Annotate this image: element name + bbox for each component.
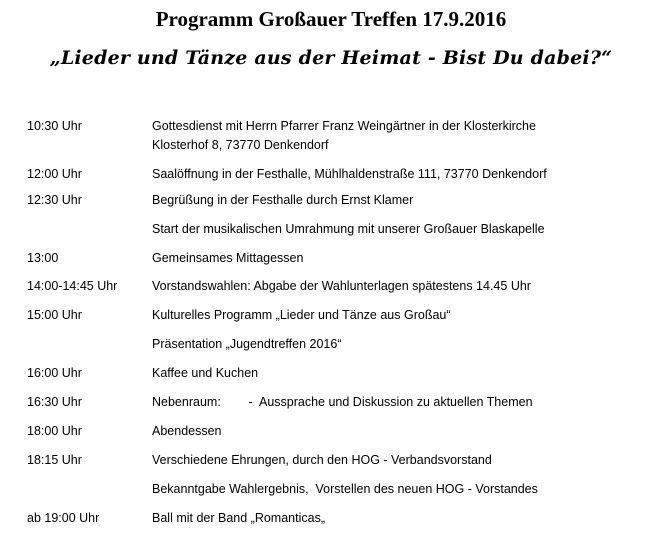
schedule-time: ab 19:00 Uhr [27, 511, 100, 525]
schedule-time: 13:00 [27, 251, 59, 265]
schedule-description: Start der musikalischen Umrahmung mit unserer Großauer Blaskapelle [152, 222, 545, 236]
schedule-time: 18:15 Uhr [27, 453, 82, 467]
schedule-time: 16:00 Uhr [27, 366, 82, 380]
schedule-description: Kaffee und Kuchen [152, 366, 259, 380]
schedule-description: Nebenraum: - Aussprache und Diskussion zu aktuellen Themen [152, 395, 533, 409]
schedule-time: 12:30 Uhr [27, 193, 82, 207]
schedule-time: 15:00 Uhr [27, 308, 82, 322]
schedule-description: Begrüßung in der Festhalle durch Ernst Klamer [152, 193, 414, 207]
schedule-time: 10:30 Uhr [27, 119, 82, 133]
schedule-description: Ball mit der Band „Romanticas„ [152, 511, 325, 525]
schedule-time: 18:00 Uhr [27, 424, 82, 438]
schedule-description: Abendessen [152, 424, 222, 438]
schedule-description: Bekanntgabe Wahlergebnis, Vorstellen des neuen HOG - Vorstandes [152, 482, 538, 496]
page-title: Programm Großauer Treffen 17.9.2016 [155, 7, 507, 31]
schedule-description-line-2: Klosterhof 8, 73770 Denkendorf [152, 138, 329, 152]
schedule-description: Gemeinsames Mittagessen [152, 251, 304, 265]
schedule-description: Vorstandswahlen: Abgabe der Wahlunterlagen spätestens 14.45 Uhr [152, 279, 531, 293]
page-subtitle: „Lieder und Tänze aus der Heimat - Bist Du dabei?“ [49, 47, 613, 69]
schedule-time: 12:00 Uhr [27, 167, 82, 181]
schedule-time: 16:30 Uhr [27, 395, 82, 409]
schedule-description: Saalöffnung in der Festhalle, Mühlhaldenstraße 111, 73770 Denkendorf [152, 167, 547, 181]
schedule-description: Gottesdienst mit Herrn Pfarrer Franz Weingärtner in der Klosterkirche [152, 119, 536, 133]
schedule-description: Kulturelles Programm „Lieder und Tänze aus Großau“ [152, 308, 451, 322]
schedule-time: 14:00-14:45 Uhr [27, 279, 118, 293]
schedule-description: Verschiedene Ehrungen, durch den HOG - Verbandsvorstand [152, 453, 492, 467]
schedule-description: Präsentation „Jugendtreffen 2016“ [152, 337, 342, 351]
